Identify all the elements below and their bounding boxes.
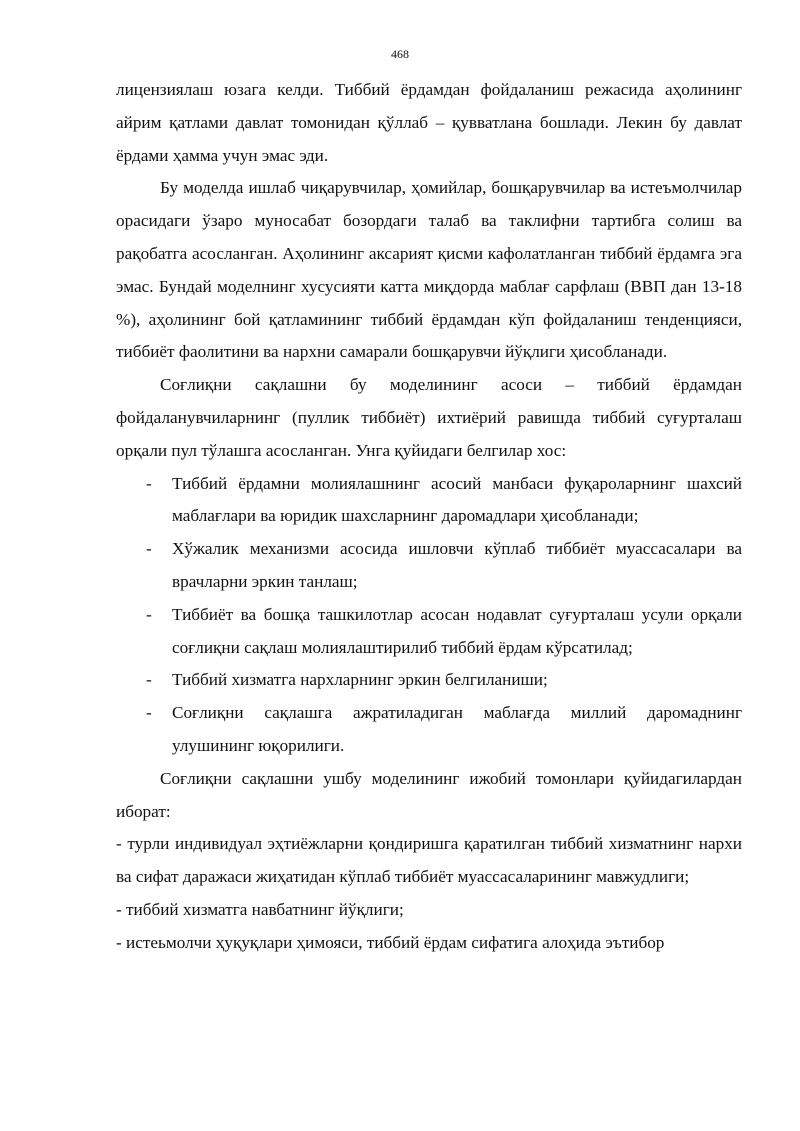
dash-marker: - xyxy=(146,473,152,493)
advantage-item: - турли индивидуал эҳтиёжларни қондиришга қаратилган тиббий хизматнинг нархи ва сифат даражаси жиҳатидан кўплаб тиббиёт муассасаларининг мавжудлиги; xyxy=(116,834,742,887)
list-item-text: Соғлиқни сақлашга ажратиладиган маблағда миллий даромаднинг улушининг юқорилиги. xyxy=(172,703,742,755)
list-item xyxy=(116,599,742,665)
document-body xyxy=(116,74,742,960)
dash-marker: - xyxy=(146,670,152,690)
list-item xyxy=(116,664,742,697)
dash-marker: - xyxy=(146,539,152,559)
advantage-item: - тиббий хизматга навбатнинг йўқлиги; xyxy=(116,899,404,919)
list-item-text: Тиббий хизматга нархларнинг эркин белгиланиши; xyxy=(172,670,548,690)
paragraph-model-basis: Соғлиқни сақлашни бу моделининг асоси – тиббий ёрдамдан фойдаланувчиларнинг (пуллик тиббиёт) ихтиёрий равишда тиббий суғурталаш орқали пул тўлашга асосланган. Унга қуйидаги белгилар хос: xyxy=(116,375,742,460)
page-number: 468 xyxy=(391,47,409,61)
dash-marker: - xyxy=(146,703,152,723)
list-item xyxy=(116,697,742,763)
list-item-text: Тиббиёт ва бошқа ташкилотлар асосан нодавлат суғурталаш усули орқали соғлиқни сақлаш молиялаштирилиб тиббий ёрдам кўрсатилад; xyxy=(172,604,742,657)
list-item-text: Тиббий ёрдамни молиялашнинг асосий манбаси фуқароларнинг шахсий маблағлари ва юридик шахсларнинг даромадлари ҳисобланади; xyxy=(172,473,742,526)
list-item-text: Хўжалик механизми асосида ишловчи кўплаб тиббиёт муассасалари ва врачларни эркин танлаш; xyxy=(172,539,742,591)
features-list xyxy=(116,468,742,763)
paragraph-advantages-intro: Соғлиқни сақлашни ушбу моделининг ижобий томонлари қуйидагилардан иборат: xyxy=(116,768,742,821)
list-item xyxy=(116,468,742,534)
advantage-item: - истеьмолчи ҳуқуқлари ҳимояси, тиббий ёрдам сифатига алоҳида эътибор xyxy=(116,932,665,952)
list-item xyxy=(116,533,742,599)
dash-marker: - xyxy=(146,604,152,624)
paragraph-licensing: лицензиялаш юзага келди. Тиббий ёрдамдан фойдаланиш режасида аҳолининг айрим қатлами давлат томонидан қўллаб – қувватлана бошлади. Лекин бу давлат ёрдами ҳамма учун эмас эди. xyxy=(116,80,742,165)
paragraph-market-model: Бу моделда ишлаб чиқарувчилар, ҳомийлар, бошқарувчилар ва истеъмолчилар орасидаги ўзаро муносабат бозордаги талаб ва таклифни тартибга солиш ва рақобатга асосланган. Аҳолининг аксарият қисми кафолатланган тиббий ёрдамга эга эмас. Бундай моделнинг хусусияти катта миқдорда маблағ сарфлаш (ВВП дан 13-18 %), аҳолининг бой қатламининг тиббий ёрдамдан кўп фойдаланиш тенденцияси, тиббиёт фаолитини ва нархни самарали бошқарувчи йўқлиги ҳисобланади. xyxy=(116,178,742,362)
